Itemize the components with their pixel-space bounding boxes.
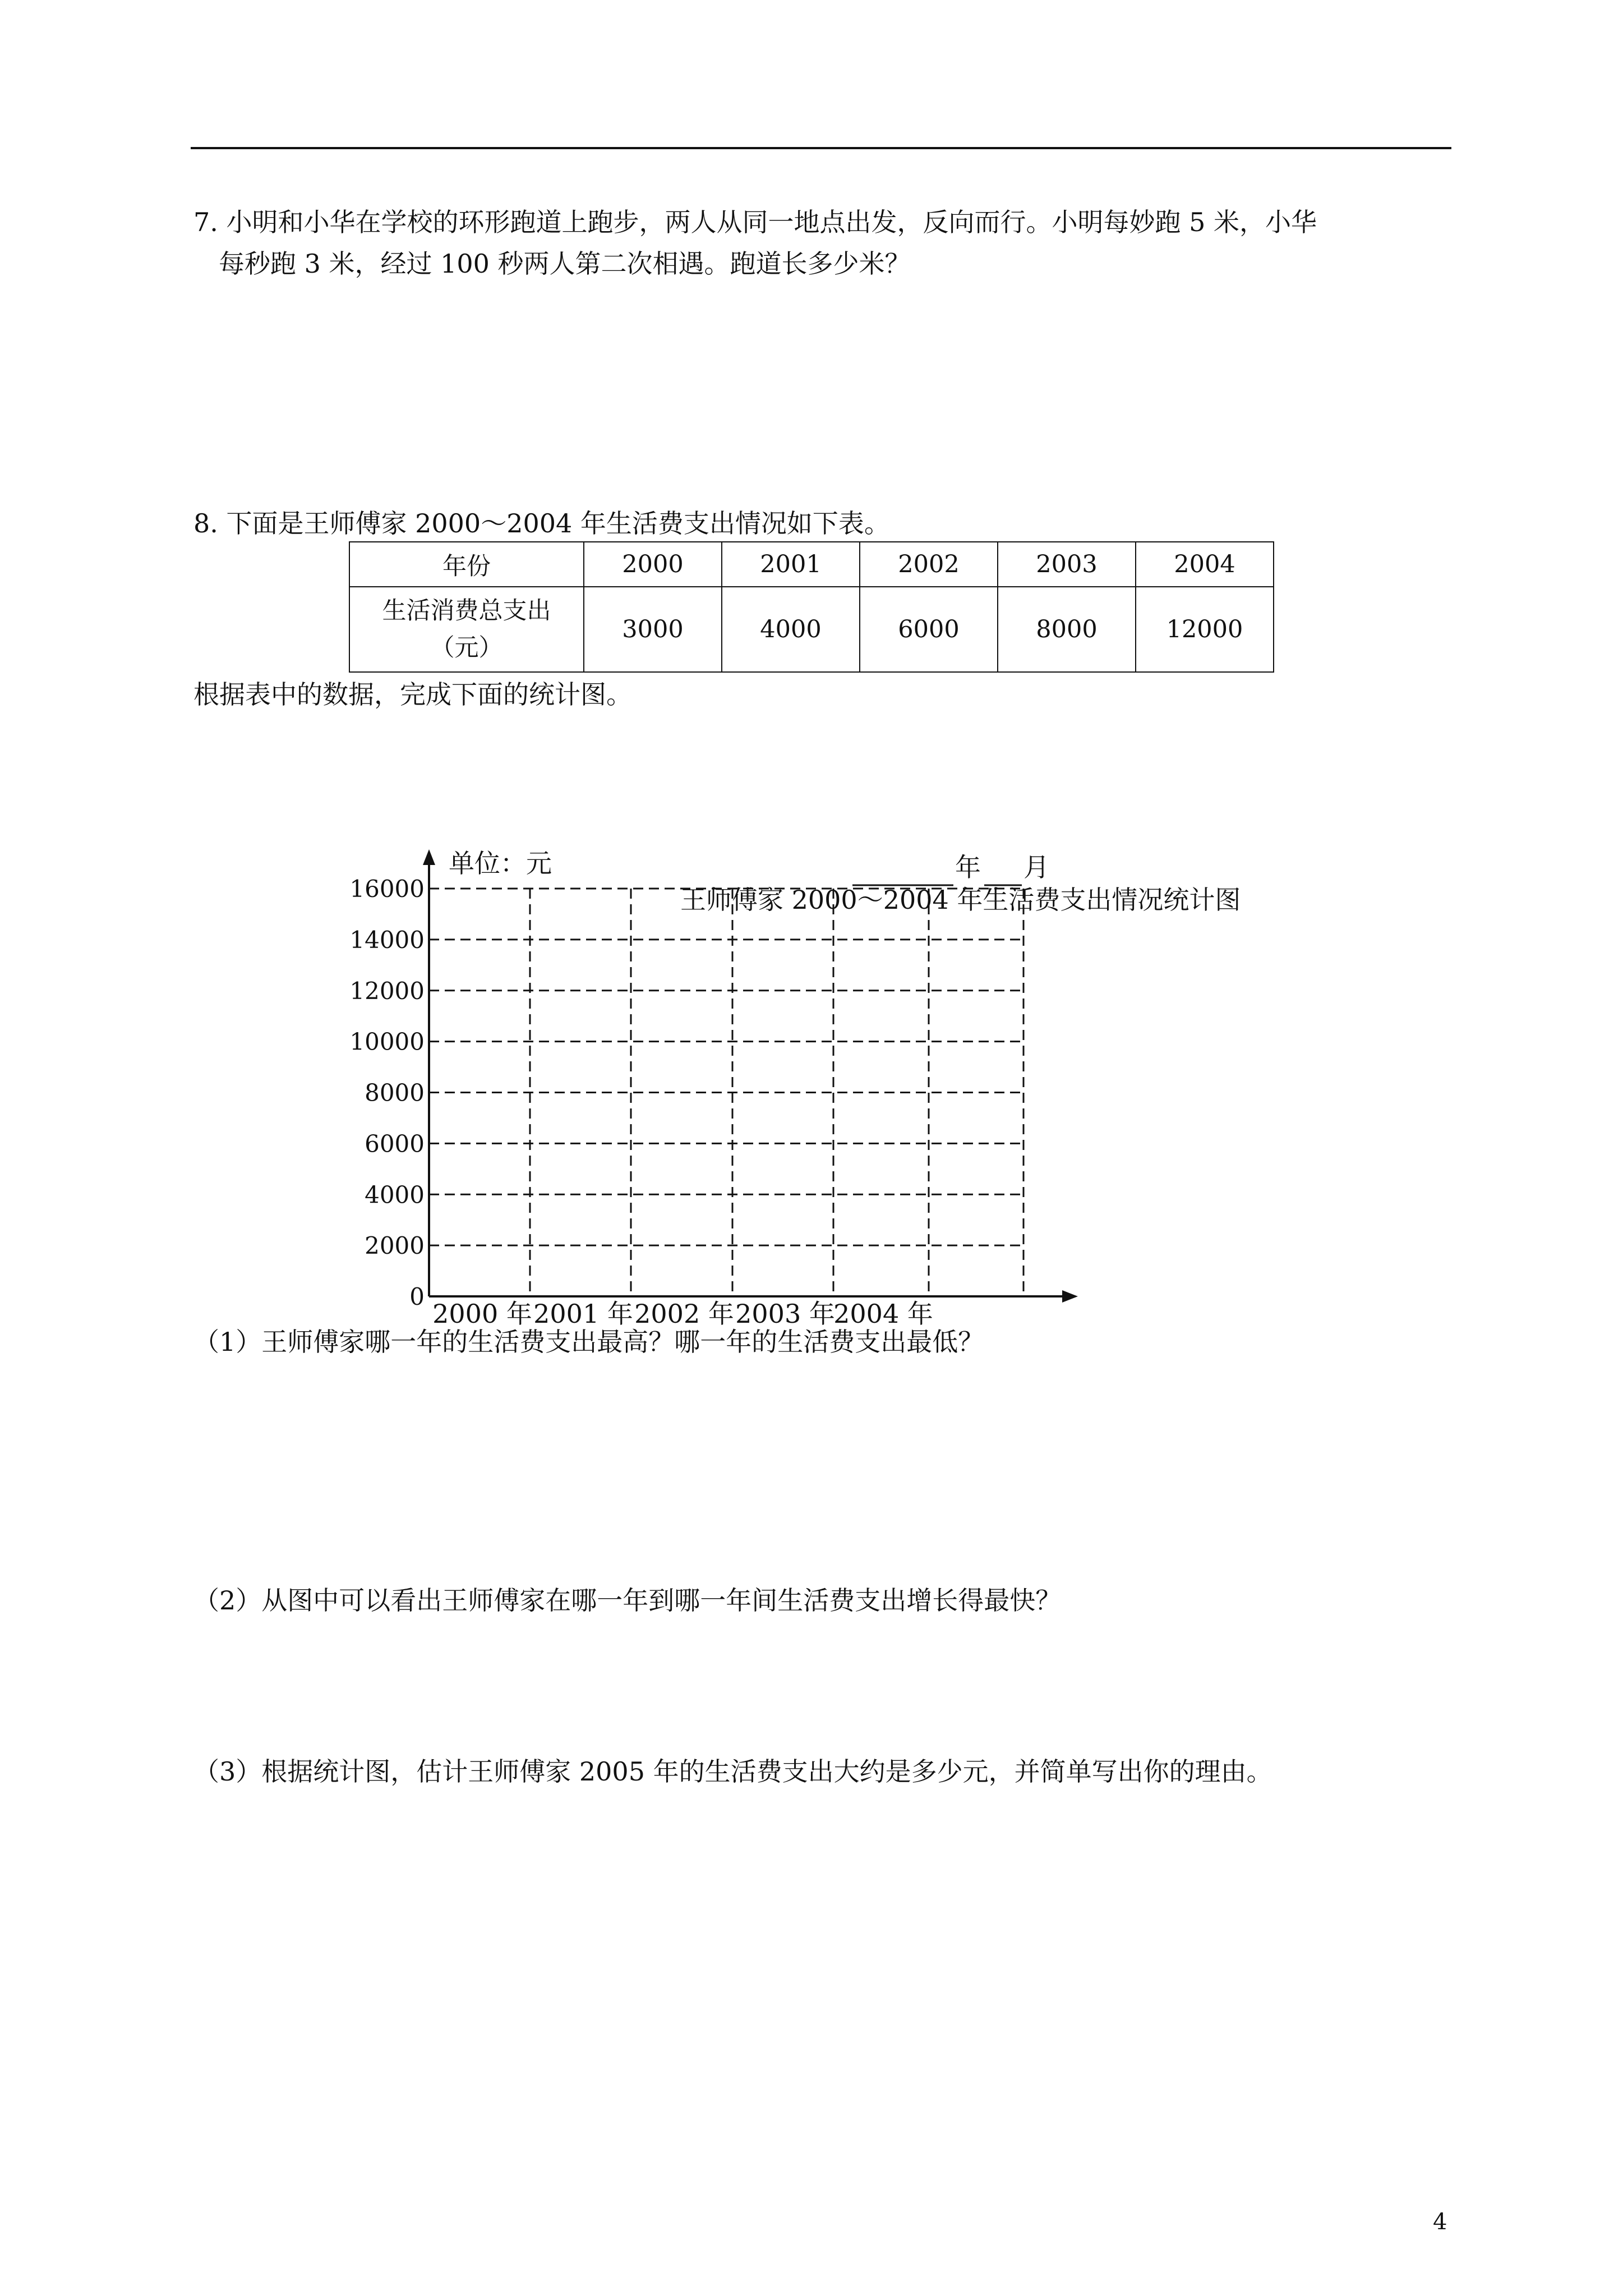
date-year-label: 年 [955,852,981,882]
table-header-label: 年份 [349,542,584,587]
y-axis-arrow [423,849,435,865]
q8-sub3: （3）根据统计图，估计王师傅家 2005 年的生活费支出大约是多少元，并简单写出你的理由。 [193,1756,1272,1787]
y-tick-label: 0 [409,1283,425,1310]
chart-title: 王师傅家 2000～2004 年生活费支出情况统计图 [680,885,1241,915]
date-month-label: 月 [1023,852,1049,882]
y-tick-label: 16000 [349,875,425,903]
table-value-cell: 3000 [584,587,722,672]
q8-instruction: 根据表中的数据，完成下面的统计图。 [193,679,632,710]
table-row-label [349,587,584,672]
table-year-cell: 2003 [998,542,1136,587]
y-tick-label: 12000 [349,977,425,1005]
table-value-cell: 8000 [998,587,1136,672]
table-row-label-line1: 生活消费总支出 [382,597,551,625]
y-tick-label: 2000 [365,1232,425,1260]
table-year-cell: 2001 [722,542,860,587]
header-rule [191,147,1451,149]
q8-intro: 8. 下面是王师傅家 2000～2004 年生活费支出情况如下表。 [193,508,890,539]
y-tick-label: 6000 [365,1130,425,1158]
x-tick-label: 2002 年 [634,1299,734,1329]
q7-line1: 7. 小明和小华在学校的环形跑道上跑步，两人从同一地点出发，反向而行。小明每妙跑 5 米，小华 [193,207,1317,237]
x-tick-label: 2000 年 [432,1299,532,1329]
y-tick-label: 8000 [365,1079,425,1107]
table-row [349,542,1274,587]
page-number: 4 [1433,2209,1447,2235]
table-value-cell: 6000 [860,587,998,672]
x-tick-label: 2001 年 [533,1299,633,1329]
x-tick-label: 2004 年 [833,1299,933,1329]
y-tick-label: 4000 [365,1181,425,1209]
expense-table [349,541,1274,673]
table-value-cell: 12000 [1136,587,1274,672]
table-row [349,587,1274,672]
table-value-cell: 4000 [722,587,860,672]
y-tick-label: 10000 [349,1028,425,1056]
unit-label: 单位：元 [449,848,552,878]
y-tick-label: 14000 [349,926,425,954]
q7-line2: 每秒跑 3 米，经过 100 秒两人第二次相遇。跑道长多少米？ [219,249,911,279]
table-year-cell: 2004 [1136,542,1274,587]
q8-sub1: （1）王师傅家哪一年的生活费支出最高？哪一年的生活费支出最低？ [193,1327,984,1357]
q8-sub2: （2）从图中可以看出王师傅家在哪一年到哪一年间生活费支出增长得最快？ [193,1585,1062,1616]
table-row-label-line2: （元） [430,634,503,662]
table-year-cell: 2000 [584,542,722,587]
x-axis-arrow [1062,1290,1078,1303]
expense-chart [314,841,1241,1346]
x-tick-label: 2003 年 [735,1299,835,1329]
table-year-cell: 2002 [860,542,998,587]
